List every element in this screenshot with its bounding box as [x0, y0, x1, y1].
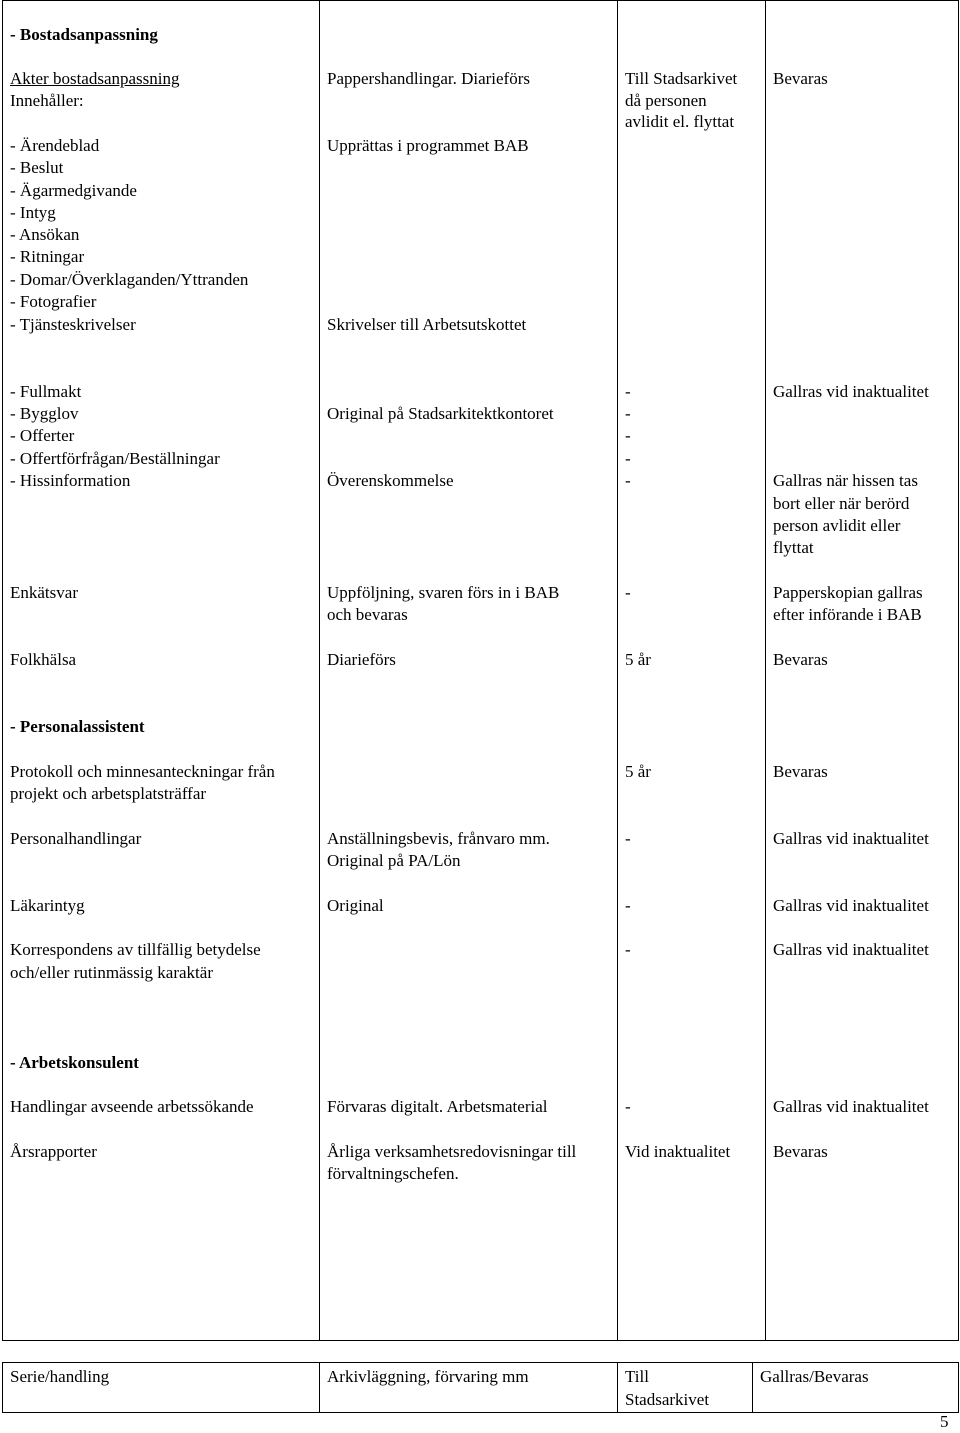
header-till: Stadsarkivet: [625, 1390, 710, 1409]
gallras-cell: person avlidit eller: [773, 516, 901, 535]
list-item: - Ritningar: [10, 247, 85, 266]
header-arkiv: Arkivläggning, förvaring mm: [327, 1367, 529, 1386]
serie-cell: Enkätsvar: [10, 583, 78, 602]
till-cell: -: [625, 1097, 631, 1116]
list-item: - Fotografier: [10, 292, 97, 311]
footer-table-top-border: [2, 1362, 959, 1363]
arkiv-cell: Överenskommelse: [327, 471, 454, 490]
till-cell: -: [625, 382, 631, 401]
list-item: - Fullmakt: [10, 382, 82, 401]
table-top-border: [2, 0, 959, 1]
gallras-cell: flyttat: [773, 538, 814, 557]
gallras-cell: Bevaras: [773, 69, 828, 88]
gallras-cell: Gallras när hissen tas: [773, 471, 918, 490]
serie-cell: och/eller rutinmässig karaktär: [10, 963, 213, 982]
gallras-cell: Gallras vid inaktualitet: [773, 829, 929, 848]
gallras-cell: Bevaras: [773, 762, 828, 781]
serie-cell: projekt och arbetsplatsträffar: [10, 784, 207, 803]
gallras-cell: Bevaras: [773, 1142, 828, 1161]
arkiv-cell: Original på PA/Lön: [327, 851, 461, 870]
footer-table-left-border: [2, 1362, 3, 1413]
col-divider-2: [617, 0, 618, 1341]
footer-table-bottom-border: [2, 1412, 959, 1413]
till-cell: -: [625, 449, 631, 468]
list-item: - Offertförfrågan/Beställningar: [10, 449, 220, 468]
till-cell: -: [625, 583, 631, 602]
till-cell: Till Stadsarkivet: [625, 69, 738, 88]
col-divider-3: [765, 0, 766, 1341]
gallras-cell: Gallras vid inaktualitet: [773, 1097, 929, 1116]
till-cell: -: [625, 940, 631, 959]
arkiv-cell: Årliga verksamhetsredovisningar till: [327, 1142, 577, 1161]
till-cell: 5 år: [625, 650, 651, 669]
arkiv-cell: Diarieförs: [327, 650, 396, 669]
gallras-cell: efter införande i BAB: [773, 605, 922, 624]
table-left-border: [2, 0, 3, 1341]
arkiv-cell: och bevaras: [327, 605, 408, 624]
till-cell: 5 år: [625, 762, 651, 781]
table-bottom-border: [2, 1340, 959, 1341]
list-item: - Ansökan: [10, 225, 80, 244]
section-heading-bostadsanpassning: - Bostadsanpassning: [10, 25, 158, 44]
till-cell: -: [625, 404, 631, 423]
gallras-cell: Gallras vid inaktualitet: [773, 896, 929, 915]
section-heading-arbetskonsulent: - Arbetskonsulent: [10, 1053, 139, 1072]
serie-cell: Personalhandlingar: [10, 829, 142, 848]
till-cell: -: [625, 426, 631, 445]
arkiv-cell: Förvaras digitalt. Arbetsmaterial: [327, 1097, 548, 1116]
serie-cell: Årsrapporter: [10, 1142, 97, 1161]
gallras-cell: Bevaras: [773, 650, 828, 669]
till-cell: då personen: [625, 91, 707, 110]
serie-cell: Handlingar avseende arbetssökande: [10, 1097, 254, 1116]
footer-table-right-border: [958, 1362, 959, 1413]
till-cell: -: [625, 896, 631, 915]
serie-cell: Korrespondens av tillfällig betydelse: [10, 940, 261, 959]
serie-cell: Folkhälsa: [10, 650, 77, 669]
arkiv-cell: Upprättas i programmet BAB: [327, 136, 529, 155]
list-item: - Intyg: [10, 203, 56, 222]
list-item: - Ärendeblad: [10, 136, 100, 155]
list-item: - Ägarmedgivande: [10, 181, 137, 200]
list-item: - Beslut: [10, 158, 64, 177]
footer-col-divider-3: [752, 1362, 753, 1413]
arkiv-cell: Uppföljning, svaren förs in i BAB: [327, 583, 560, 602]
gallras-cell: Gallras vid inaktualitet: [773, 382, 929, 401]
header-serie: Serie/handling: [10, 1367, 110, 1386]
header-gallras: Gallras/Bevaras: [760, 1367, 869, 1386]
innehaller-label: Innehåller:: [10, 91, 84, 110]
list-item: - Domar/Överklaganden/Yttranden: [10, 270, 249, 289]
arkiv-cell: Pappershandlingar. Diarieförs: [327, 69, 530, 88]
arkiv-cell: förvaltningschefen.: [327, 1164, 459, 1183]
till-cell: -: [625, 829, 631, 848]
list-item: - Bygglov: [10, 404, 79, 423]
akter-title: Akter bostadsanpassning: [10, 69, 180, 88]
page-number: 5: [940, 1412, 949, 1431]
till-cell: Vid inaktualitet: [625, 1142, 731, 1161]
footer-col-divider-2: [617, 1362, 618, 1413]
gallras-cell: Gallras vid inaktualitet: [773, 940, 929, 959]
col-divider-1: [319, 0, 320, 1341]
list-item: - Tjänsteskrivelser: [10, 315, 136, 334]
header-till: Till: [625, 1367, 649, 1386]
arkiv-cell: Anställningsbevis, frånvaro mm.: [327, 829, 550, 848]
till-cell: -: [625, 471, 631, 490]
serie-cell: Protokoll och minnesanteckningar från: [10, 762, 275, 781]
footer-col-divider-1: [319, 1362, 320, 1413]
list-item: - Offerter: [10, 426, 75, 445]
list-item: - Hissinformation: [10, 471, 131, 490]
arkiv-cell: Skrivelser till Arbetsutskottet: [327, 315, 527, 334]
table-right-border: [958, 0, 959, 1341]
till-cell: avlidit el. flyttat: [625, 112, 735, 131]
gallras-cell: bort eller när berörd: [773, 494, 910, 513]
section-heading-personalassistent: - Personalassistent: [10, 717, 145, 736]
arkiv-cell: Original: [327, 896, 384, 915]
serie-cell: Läkarintyg: [10, 896, 85, 915]
gallras-cell: Papperskopian gallras: [773, 583, 923, 602]
arkiv-cell: Original på Stadsarkitektkontoret: [327, 404, 554, 423]
